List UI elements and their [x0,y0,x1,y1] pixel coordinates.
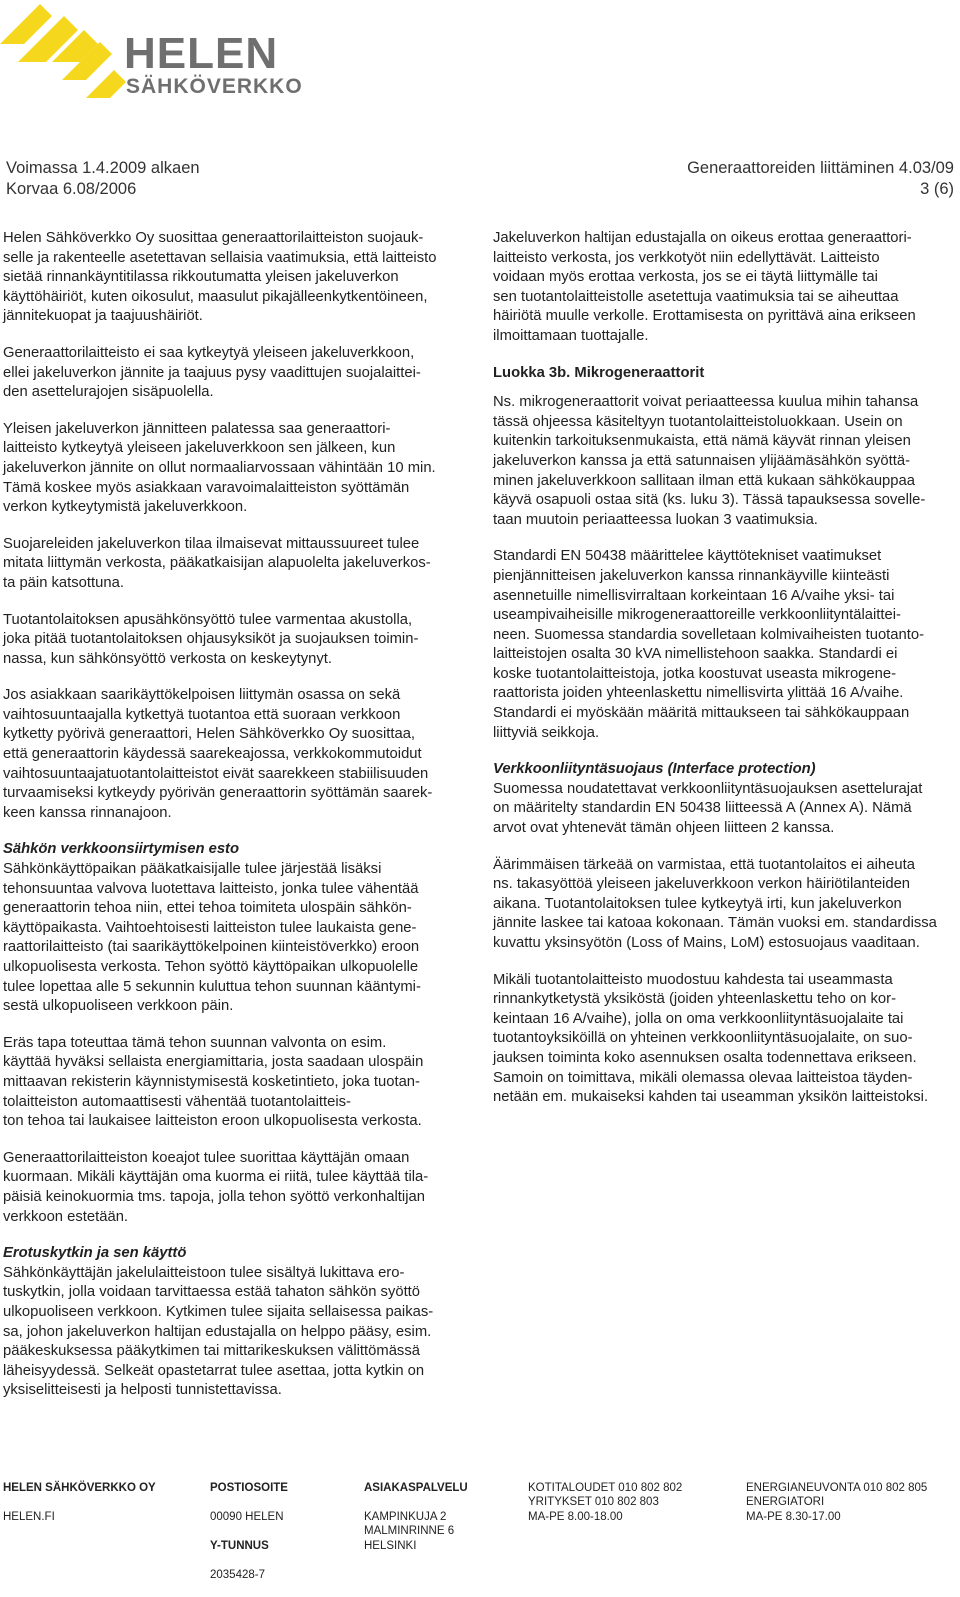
section-heading: Verkkoonliityntäsuojaus (Interface protection) [493,761,816,778]
paragraph: Generaattorilaitteisto ei saa kytkeytyä yleiseen jakeluverkkoon, ellei jakeluverkon jännite ja taajuus pysy vaadittujen suojalaittei- den asettelurajojen sisäpuolella. [3,344,421,401]
section-heading: Sähkön verkkoonsiirtymisen esto [3,841,240,858]
footer-customer-service [364,1466,468,1568]
footer-postal-title: POSTIOSOITE [210,1481,288,1494]
helen-logo-mark-icon [0,0,130,110]
document-title: Generaattoreiden liittäminen 4.03/09 [687,159,954,177]
footer-business-id-title: Y-TUNNUS [210,1539,269,1552]
footer-business-id: 2035428-7 [210,1568,265,1581]
paragraph: Jos asiakkaan saarikäyttökelpoisen liittymän osassa on sekä vaihtosuuntaajalla kytkettyä tuotantoa että suoraan verkkoon kytketty pyörivä generaattori, Helen Sähköverkko Oy suosittaa, että generaattorin käydessä saarekeajossa, verkkokommutoidut vaihtosuuntaajatuotantolaitteistot eivät saarekkeen stabiilisuuden turvaamiseksi kytkeydy pyörivän generaattorin syöttämän saarek- keen kanssa rinnanajoon. [3,687,433,821]
paragraph: Helen Sähköverkko Oy suosittaa generaattorilaitteiston suojauk- selle ja rakenteelle asetettavan sellaisia vaatimuksia, että laitteisto sietää rinnankäyntitilassa rikkoutumatta yleisen jakeluverkon käyttöhäiriöt, kuten oikosulut, maasulut pikajälleenkytkentöineen, jännitekuopat ja taajuushäiriöt. [3,230,437,325]
footer-postal [210,1466,288,1597]
page-number: 3 (6) [920,180,954,198]
valid-from: Voimassa 1.4.2009 alkaen [6,159,200,177]
paragraph: Yleisen jakeluverkon jännitteen palatessa saa generaattori- laitteisto kytkeytyä yleiseen jakeluverkkoon sen jälkeen, kun jakeluverkon jännite on ollut normaaliarvossaan vähintään 10 min. Tämä koskee myös asiakkaan varavoimalaitteiston syöttämän verkon kytkeytymistä jakeluverkkoon. [3,420,436,516]
document-validity [6,158,200,200]
footer-postal-address: 00090 HELEN [210,1510,284,1523]
section-heading: Erotuskytkin ja sen käyttö [3,1245,187,1262]
paragraph: Sähkönkäyttäjän jakelulaitteistoon tulee sisältyä lukittava ero- tuskytkin, jolla voidaan tarvittaessa estää tahaton sähkön syöttö ulkopuoliseen verkkoon. Kytkimen tulee sijaita sellaisessa paikas- sa, johon jakeluverkon haltijan edustajalla on helppo pääsy, esim. pääkeskuksessa pääkytkimen tai mittarikeskuksen välittömässä läheisyydessä. Selkeät opastetarrat tulee asettaa, jotta kytkin on yksiselitteisesti ja helposti tunnistettavissa. [3,1264,434,1399]
replaces: Korvaa 6.08/2006 [6,180,137,198]
paragraph: Generaattorilaitteiston koeajot tulee suorittaa käyttäjän omaan kuormaan. Mikäli käyttäjän oma kuorma ei riitä, tulee käyttää tila- päisiä keinokuormia tms. tapoja, jolla tehon syöttö verkonhaltijan verkkoon estetään. [3,1149,429,1225]
logo-wordmark: HELEN [124,29,279,78]
helen-logo [0,0,303,110]
paragraph: Sähkönkäyttöpaikan pääkatkaisijalle tulee järjestää lisäksi tehonsuuntaa valvova luotettava laitteisto, jonka tulee vähentää generaattorin tehoa niin, ettei tehoa toimiteta ulospäin sähkön- käyttöpaikasta. Vaihtoehtoisesti laitteiston tulee laukaista gene- raattorilaitteisto (tai saarikäyttökelpoinen kiinteistöverkko) eroon ulkopuolisesta verkosta. Tehon syöttö käyttöpaikan ulkopuolelle tulee lopettaa alle 5 sekunnin kuluttua tehon suunnan kääntymi- sestä ulkopuoliseen verkkoon päin. [3,861,421,1015]
footer-company [3,1466,156,1539]
footer-phone-numbers: KOTITALOUDET 010 802 802 YRITYKSET 010 802 803 MA-PE 8.00-18.00 [528,1481,683,1523]
document-title-block [687,158,954,200]
paragraph: Äärimmäisen tärkeää on varmistaa, että tuotantolaitos ei aiheuta ns. takasyöttöä yleiseen jakeluverkkoon verkon häiriötilanteiden aikana. Tuotantolaitoksen tulee kytkeytyä irti, kun jakeluverkon jännite laskee tai katoaa kokonaan. Tämän vuoksi em. standardissa kuvattu yksinsyötön (Loss of Mains, LoM) estosuojaus vaaditaan. [493,856,937,951]
paragraph: Jakeluverkon haltijan edustajalla on oikeus erottaa generaattori- laitteisto verkosta, jos verkkotyöt niin edellyttävät. Laitteisto voidaan myös erottaa verkosta, jos se ei täytä liittymälle tai sen tuotantolaitteistolle asetettuja vaatimuksia tai se aiheuttaa häiriötä muulle verkolle. Erottamisesta on pyrittävä aina erikseen ilmoittamaan tuottajalle. [493,230,916,344]
footer-energy-advice: ENERGIANEUVONTA 010 802 805 ENERGIATORI MA-PE 8.30-17.00 [746,1481,928,1523]
right-column [493,229,955,1125]
paragraph: Standardi EN 50438 määrittelee käyttötekniset vaatimukset pienjännitteisen jakeluverkon kanssa rinnankäyville kiinteästi asennetuille nimellisvirraltaan korkeintaan 16 A/vaihe yksi- tai useampivaiheisille mikrogeneraattoreille verkkoonliityntälaittei- neen. Suomessa standardia sovelletaan kolmivaiheisten tuotanto- laitteistojen osalta 30 kVA nimellistehoon saakka. Standardi ei koske tuotantolaitteistoja, jotka koostuvat useasta mikrogene- raattorista joiden yhteenlaskettu nimellisvirta ylittää 16 A/vaihe. Standardi ei myöskään määritä mittaukseen tai sähkökauppaan liittyviä seikkoja. [493,548,925,741]
footer-customer-service-title: ASIAKASPALVELU [364,1481,468,1494]
paragraph: Eräs tapa toteuttaa tämä tehon suunnan valvonta on esim. käyttää hyväksi sellaista energiamittaria, josta saadaan ulospäin mittaavan rekisterin käynnistymisestä kosketintieto, joka tuotan- tolaitteiston automaattisesti vähentää tuotantolaitteis- ton tehoa tai laukaisee laitteiston eroon ulkopuolisesta verkosta. [3,1034,424,1130]
footer-customer-service-address: KAMPINKUJA 2 MALMINRINNE 6 HELSINKI [364,1510,455,1552]
paragraph: Mikäli tuotantolaitteisto muodostuu kahdesta tai useammasta rinnankytketystä yksiköstä (joiden yhteenlaskettu teho on kor- keintaan 16 A/vaihe), jolla on oma verkkoonliityntäsuojalaite tai tuotantoyksiköillä on yhteinen verkkoonliityntäsuojalaite, on suo- jauksen toiminta koko asennuksen osalta todennettava erikseen. Samoin on toimittava, mikäli olemassa olevaa laitteistoa täyden- netään em. mukaiseksi kahden tai useamman yksikön laitteistoksi. [493,971,929,1106]
page-footer [0,1466,960,1581]
logo-subtitle: SÄHKÖVERKKO [126,75,303,98]
paragraph: Suomessa noudatettavat verkkoonliityntäsuojauksen asettelurajat on määritelty standardin EN 50438 liitteessä A (Annex A). Nämä arvot ovat yhtenevät tämän ohjeen liitteen 2 kanssa. [493,780,923,837]
footer-website: HELEN.FI [3,1510,55,1523]
left-column [3,229,471,1418]
footer-company-name: HELEN SÄHKÖVERKKO OY [3,1481,156,1494]
section-heading: Luokka 3b. Mikrogeneraattorit [493,364,705,381]
paragraph: Ns. mikrogeneraattorit voivat periaatteessa kuulua mihin tahansa tässä ohjeessa käsiteltyyn tuotantolaitteistoluokkaan. Usein on kuitenkin tarkoituksenmukaista, että nämä käyvät rinnan yleisen jakeluverkon kanssa ja että satunnaisen ylijäämäsähkön syöttä- minen jakeluverkkoon sallitaan ilman että kukaan sähkökauppaa käyvä osapuoli ostaa sitä (ks. luku 3). Tässä tapauksessa sovelle- taan muutoin periaatteessa luokan 3 vaatimuksia. [493,394,926,528]
paragraph: Tuotantolaitoksen apusähkönsyöttö tulee varmentaa akustolla, joka pitää tuotantolaitoksen ohjausyksiköt ja suojauksen toimin- nassa, kun sähkönsyöttö verkosta on keskeytynyt. [3,611,419,667]
paragraph: Suojareleiden jakeluverkon tilaa ilmaisevat mittaussuureet tulee mitata liittymän verkosta, pääkatkaisijan alapuolelta jakeluverkos- ta päin katsottuna. [3,535,431,591]
